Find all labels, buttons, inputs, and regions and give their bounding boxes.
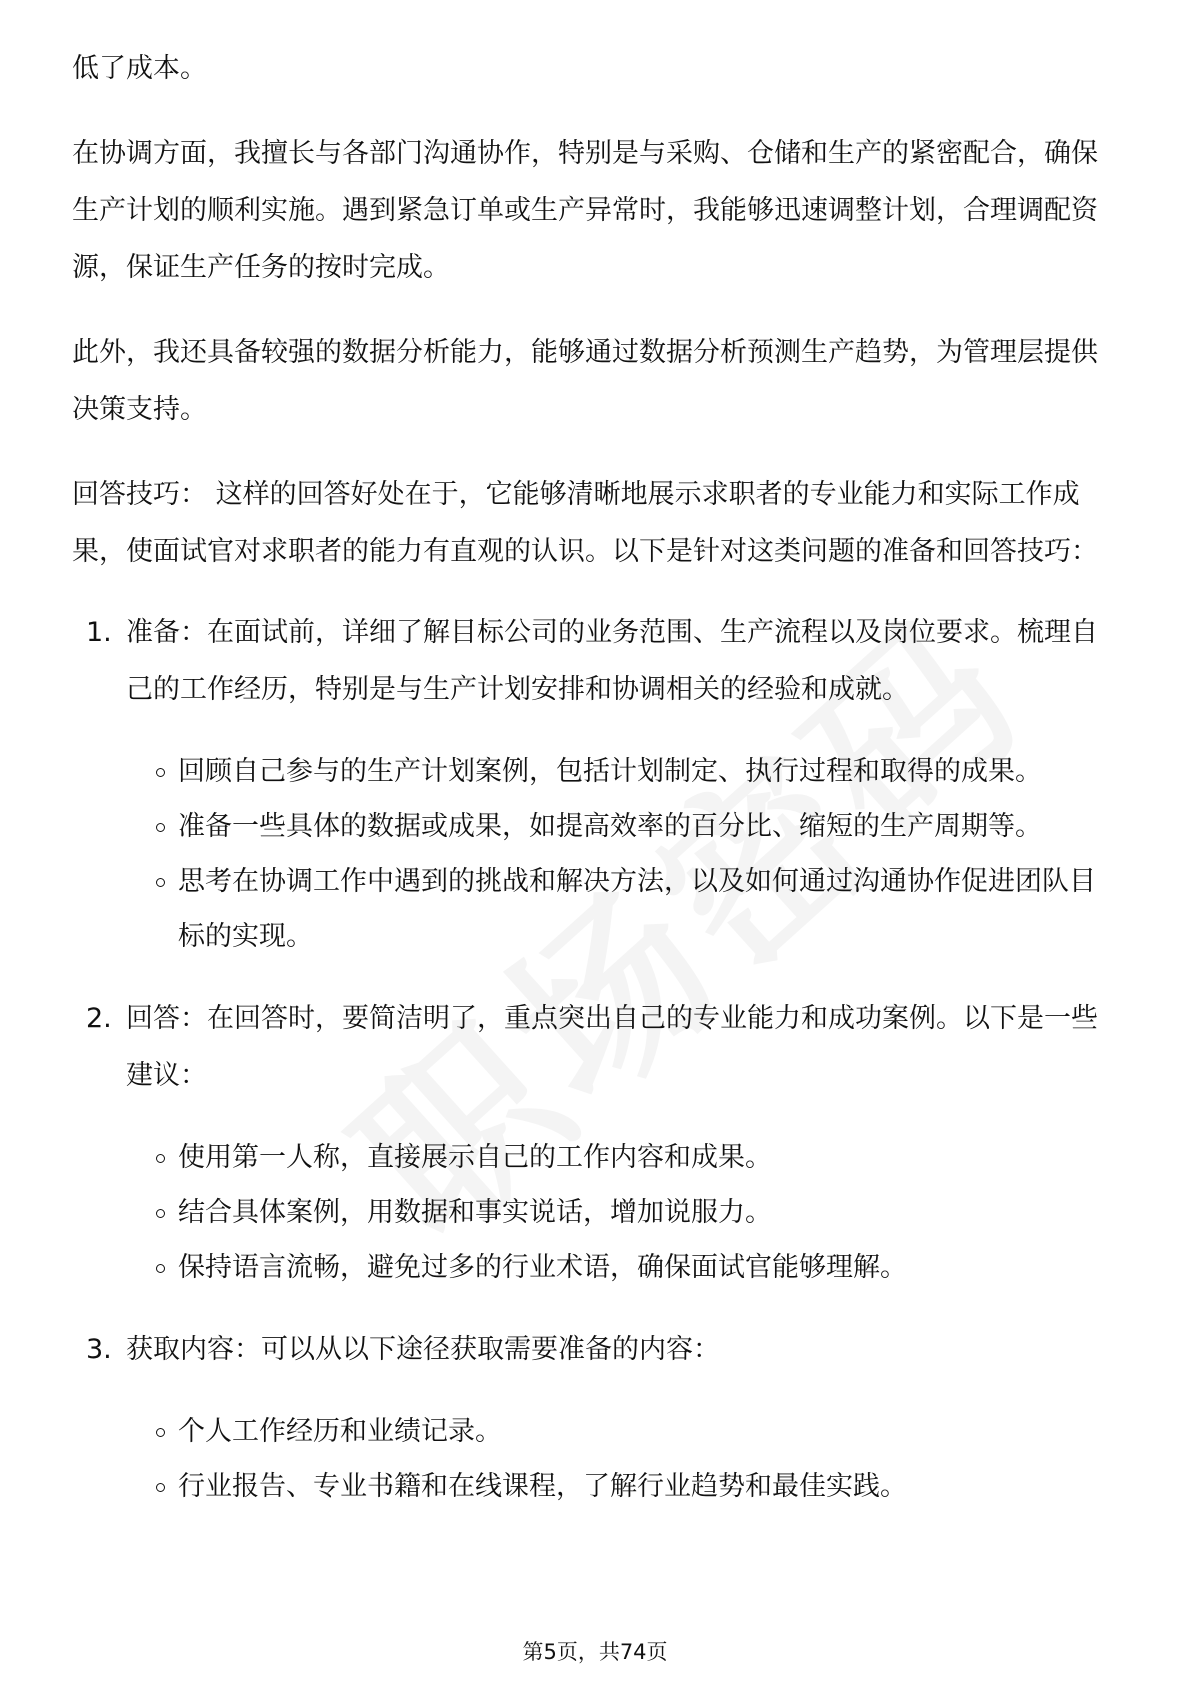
ordered-list-item: [72, 990, 1122, 1295]
paragraph: 在协调方面，我擅长与各部门沟通协作，特别是与采购、仓储和生产的紧密配合，确保生产计划的顺利实施。遇到紧急订单或生产异常时，我能够迅速调整计划，合理调配资源，保证生产任务的按时完成。: [72, 138, 1098, 283]
list-item-text: 准备：在面试前，详细了解目标公司的业务范围、生产流程以及岗位要求。梳理自己的工作经历，特别是与生产计划安排和协调相关的经验和成就。: [126, 617, 1098, 705]
sub-list: [126, 1130, 1122, 1295]
sub-list-item: 行业报告、专业书籍和在线课程，了解行业趋势和最佳实践。: [126, 1459, 1122, 1514]
sub-list: [126, 744, 1122, 964]
sub-list-item: 准备一些具体的数据或成果，如提高效率的百分比、缩短的生产周期等。: [126, 799, 1122, 854]
paragraph: 此外，我还具备较强的数据分析能力，能够通过数据分析预测生产趋势，为管理层提供决策支持。: [72, 337, 1098, 425]
sub-list-item: 回顾自己参与的生产计划案例，包括计划制定、执行过程和取得的成果。: [126, 744, 1122, 799]
paragraph: 低了成本。: [72, 53, 207, 84]
sub-list-item: 结合具体案例，用数据和事实说话，增加说服力。: [126, 1185, 1122, 1240]
ordered-list-item: [72, 604, 1122, 964]
list-item-text: 回答：在回答时，要简洁明了，重点突出自己的专业能力和成功案例。以下是一些建议：: [126, 1003, 1098, 1091]
list-number: 1.: [86, 617, 112, 648]
paragraph: 回答技巧： 这样的回答好处在于，它能够清晰地展示求职者的专业能力和实际工作成果，使面试官对求职者的能力有直观的认识。以下是针对这类问题的准备和回答技巧：: [72, 479, 1098, 567]
page-number-footer: 第5页，共74页: [522, 1640, 668, 1664]
document-body: [72, 40, 1122, 1540]
sub-list: [126, 1404, 1122, 1514]
list-number: 2.: [86, 1003, 112, 1034]
sub-list-item: 思考在协调工作中遇到的挑战和解决方法，以及如何通过沟通协作促进团队目标的实现。: [126, 854, 1122, 964]
list-number: 3.: [86, 1334, 112, 1365]
ordered-list-item: [72, 1321, 1122, 1514]
sub-list-item: 个人工作经历和业绩记录。: [126, 1404, 1122, 1459]
list-item-text: 获取内容：可以从以下途径获取需要准备的内容：: [126, 1334, 720, 1365]
sub-list-item: 保持语言流畅，避免过多的行业术语，确保面试官能够理解。: [126, 1240, 1122, 1295]
sub-list-item: 使用第一人称，直接展示自己的工作内容和成果。: [126, 1130, 1122, 1185]
